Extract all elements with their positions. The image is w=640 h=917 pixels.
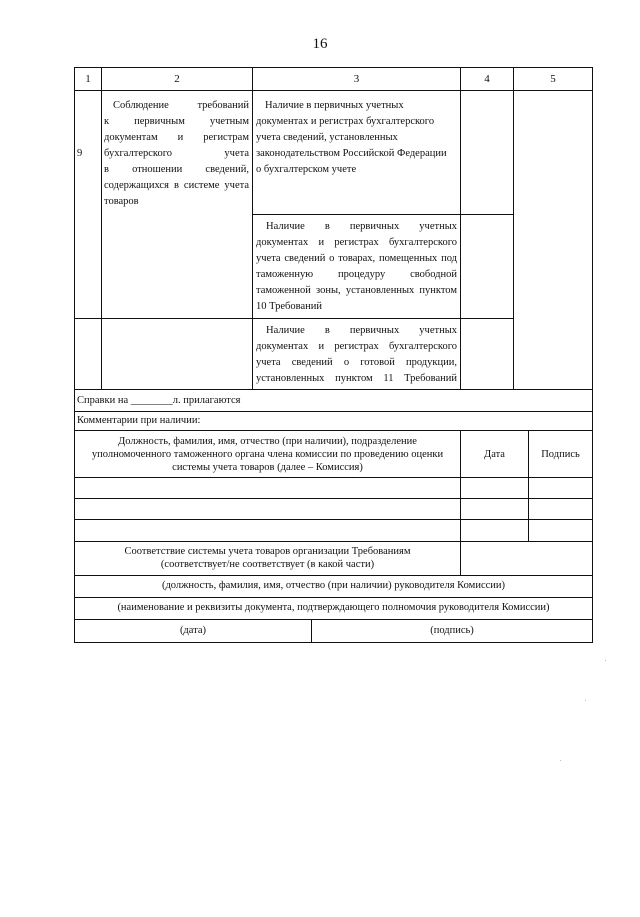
requirement-line: в отношении сведений, [104, 164, 249, 175]
check-2-line: учета сведений о товарах, помещенных под [256, 253, 457, 264]
check-1-line: Наличие в первичных учетных [265, 100, 404, 111]
commission-header-line: уполномоченного таможенного органа члена комиссии по проведению оценки [91, 449, 444, 460]
column-divider [513, 67, 514, 390]
signature-column-header: Подпись [541, 449, 580, 460]
head-of-commission-caption: (должность, фамилия, имя, отчество (при наличии) руководителя Комиссии) [161, 580, 506, 591]
page-number: 16 [312, 36, 328, 52]
requirement-line: к первичным учетным [104, 116, 249, 127]
commission-header-line: системы учета товаров (далее – Комиссия) [172, 462, 363, 473]
check-2-line: документах и регистрах бухгалтерского [256, 237, 457, 248]
column-header-2: 2 [174, 73, 180, 85]
check-2-line: 10 Требований [256, 301, 322, 312]
authority-document-caption: (наименование и реквизиты документа, подтверждающего полномочия руководителя Комиссии) [117, 602, 550, 613]
requirement-line: бухгалтерского учета [104, 148, 249, 159]
row-rule [74, 389, 593, 390]
row-number: 9 [77, 148, 83, 159]
signature-caption: (подпись) [430, 625, 474, 636]
requirement-line: содержащихся в системе учета [104, 180, 249, 191]
table-border-right [592, 67, 593, 643]
row-rule [74, 575, 593, 576]
row-rule [74, 411, 593, 412]
column-header-3: 3 [353, 73, 360, 85]
table-border-top [74, 67, 593, 68]
column-divider [101, 67, 102, 390]
check-3-line: Наличие в первичных учетных [266, 325, 457, 336]
check-1-line: законодательством Российской Федерации [256, 148, 447, 159]
column-header-1: 1 [85, 73, 91, 85]
check-3-line: установленных пунктом 11 Требований [256, 373, 457, 384]
conformity-line: Соответствие системы учета товаров организации Требованиям [124, 546, 411, 557]
check-3-line: документах и регистрах бухгалтерского [256, 341, 457, 352]
row-rule [74, 477, 593, 478]
check-1-line: документах и регистрах бухгалтерского [256, 116, 435, 127]
requirement-line: товаров [104, 196, 139, 207]
scan-speck [605, 660, 606, 661]
column-header-4: 4 [484, 73, 490, 85]
row-rule [74, 541, 593, 542]
check-1-line: учета сведений, установленных [256, 132, 398, 143]
row-rule [74, 498, 593, 499]
row-rule [74, 430, 593, 431]
check-2-line: таможенной зоны, установленных пунктом [256, 285, 457, 296]
row-rule [74, 597, 593, 598]
check-2-line: Наличие в первичных учетных [266, 221, 457, 232]
date-caption: (дата) [179, 625, 207, 636]
check-3-line: учета сведений о готовой продукции, [256, 357, 457, 368]
check-2-line: таможенную процедуру свободной [256, 269, 457, 280]
comments-label: Комментарии при наличии: [77, 415, 201, 426]
requirement-line: Соблюдение требований [113, 100, 249, 111]
column-divider [252, 67, 253, 390]
header-rule [74, 90, 593, 91]
table-border-bottom [74, 642, 593, 643]
row-rule [74, 519, 593, 520]
commission-header-line: Должность, фамилия, имя, отчество (при наличии), подразделение [118, 436, 417, 447]
column-header-5: 5 [550, 73, 556, 85]
row-rule [252, 214, 513, 215]
date-column-header: Дата [484, 449, 505, 460]
column-divider [460, 67, 461, 390]
scan-speck [560, 760, 561, 761]
row-rule [74, 318, 513, 319]
attachments-note: Справки на ________л. прилагаются [77, 395, 241, 406]
scan-speck [585, 700, 586, 701]
conformity-line: (соответствует/не соответствует (в какой части) [160, 559, 375, 570]
check-1-line: о бухгалтерском учете [256, 164, 357, 175]
requirement-line: документам и регистрам [104, 132, 249, 143]
row-rule [74, 619, 593, 620]
